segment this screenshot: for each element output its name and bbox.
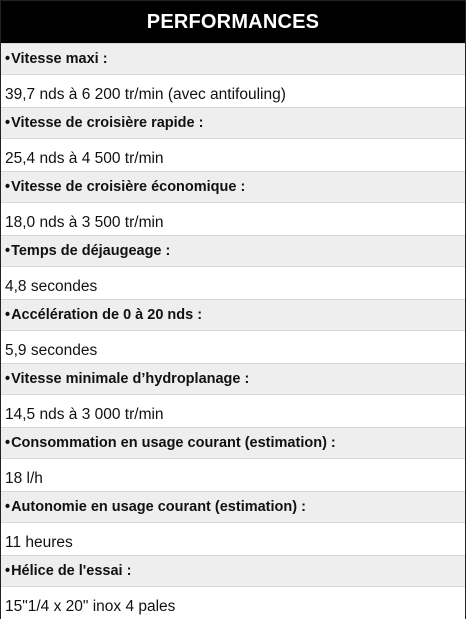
row-label-consumption xyxy=(1,427,465,458)
bullet: • xyxy=(5,371,11,387)
label-text: Vitesse maxi : xyxy=(11,51,108,67)
value-text: 39,7 nds à 6 200 tr/min (avec antifouling) xyxy=(5,86,286,103)
label-text: Autonomie en usage courant (estimation) : xyxy=(11,499,306,515)
label-text: Vitesse minimale d’hydroplanage : xyxy=(11,371,250,387)
table-body xyxy=(1,43,465,619)
label-text: Vitesse de croisière économique : xyxy=(11,179,246,195)
row-label-propeller xyxy=(1,555,465,586)
value-text: 15"1/4 x 20" inox 4 pales xyxy=(5,598,176,615)
row-label-top-speed xyxy=(1,43,465,74)
table-title: PERFORMANCES xyxy=(146,10,320,33)
row-value-range xyxy=(1,522,465,555)
bullet: • xyxy=(5,179,11,195)
row-value-fast-cruise xyxy=(1,138,465,171)
label-text: Hélice de l'essai : xyxy=(11,563,132,579)
value-text: 4,8 secondes xyxy=(5,278,98,295)
value-text: 14,5 nds à 3 000 tr/min xyxy=(5,406,164,423)
bullet: • xyxy=(5,499,11,515)
row-value-eco-cruise xyxy=(1,202,465,235)
label-text: Accélération de 0 à 20 nds : xyxy=(11,307,203,323)
value-text: 25,4 nds à 4 500 tr/min xyxy=(5,150,164,167)
label-text: Consommation en usage courant (estimation) : xyxy=(11,435,336,451)
row-value-acceleration xyxy=(1,330,465,363)
bullet: • xyxy=(5,51,11,67)
row-label-planing-time xyxy=(1,235,465,266)
value-text: 18,0 nds à 3 500 tr/min xyxy=(5,214,164,231)
value-text: 11 heures xyxy=(5,534,73,551)
label-text: Vitesse de croisière rapide : xyxy=(11,115,204,131)
bullet: • xyxy=(5,243,11,259)
bullet: • xyxy=(5,307,11,323)
value-text: 5,9 secondes xyxy=(5,342,98,359)
row-label-acceleration xyxy=(1,299,465,330)
bullet: • xyxy=(5,563,11,579)
row-label-fast-cruise xyxy=(1,107,465,138)
row-label-range xyxy=(1,491,465,522)
row-value-propeller xyxy=(1,586,465,619)
row-value-top-speed xyxy=(1,74,465,107)
row-value-consumption xyxy=(1,458,465,491)
table-header xyxy=(1,1,465,43)
bullet: • xyxy=(5,115,11,131)
row-label-eco-cruise xyxy=(1,171,465,202)
label-text: Temps de déjaugeage : xyxy=(11,243,171,259)
row-label-min-planing-speed xyxy=(1,363,465,394)
row-value-planing-time xyxy=(1,266,465,299)
bullet: • xyxy=(5,435,11,451)
value-text: 18 l/h xyxy=(5,470,43,487)
row-value-min-planing-speed xyxy=(1,394,465,427)
